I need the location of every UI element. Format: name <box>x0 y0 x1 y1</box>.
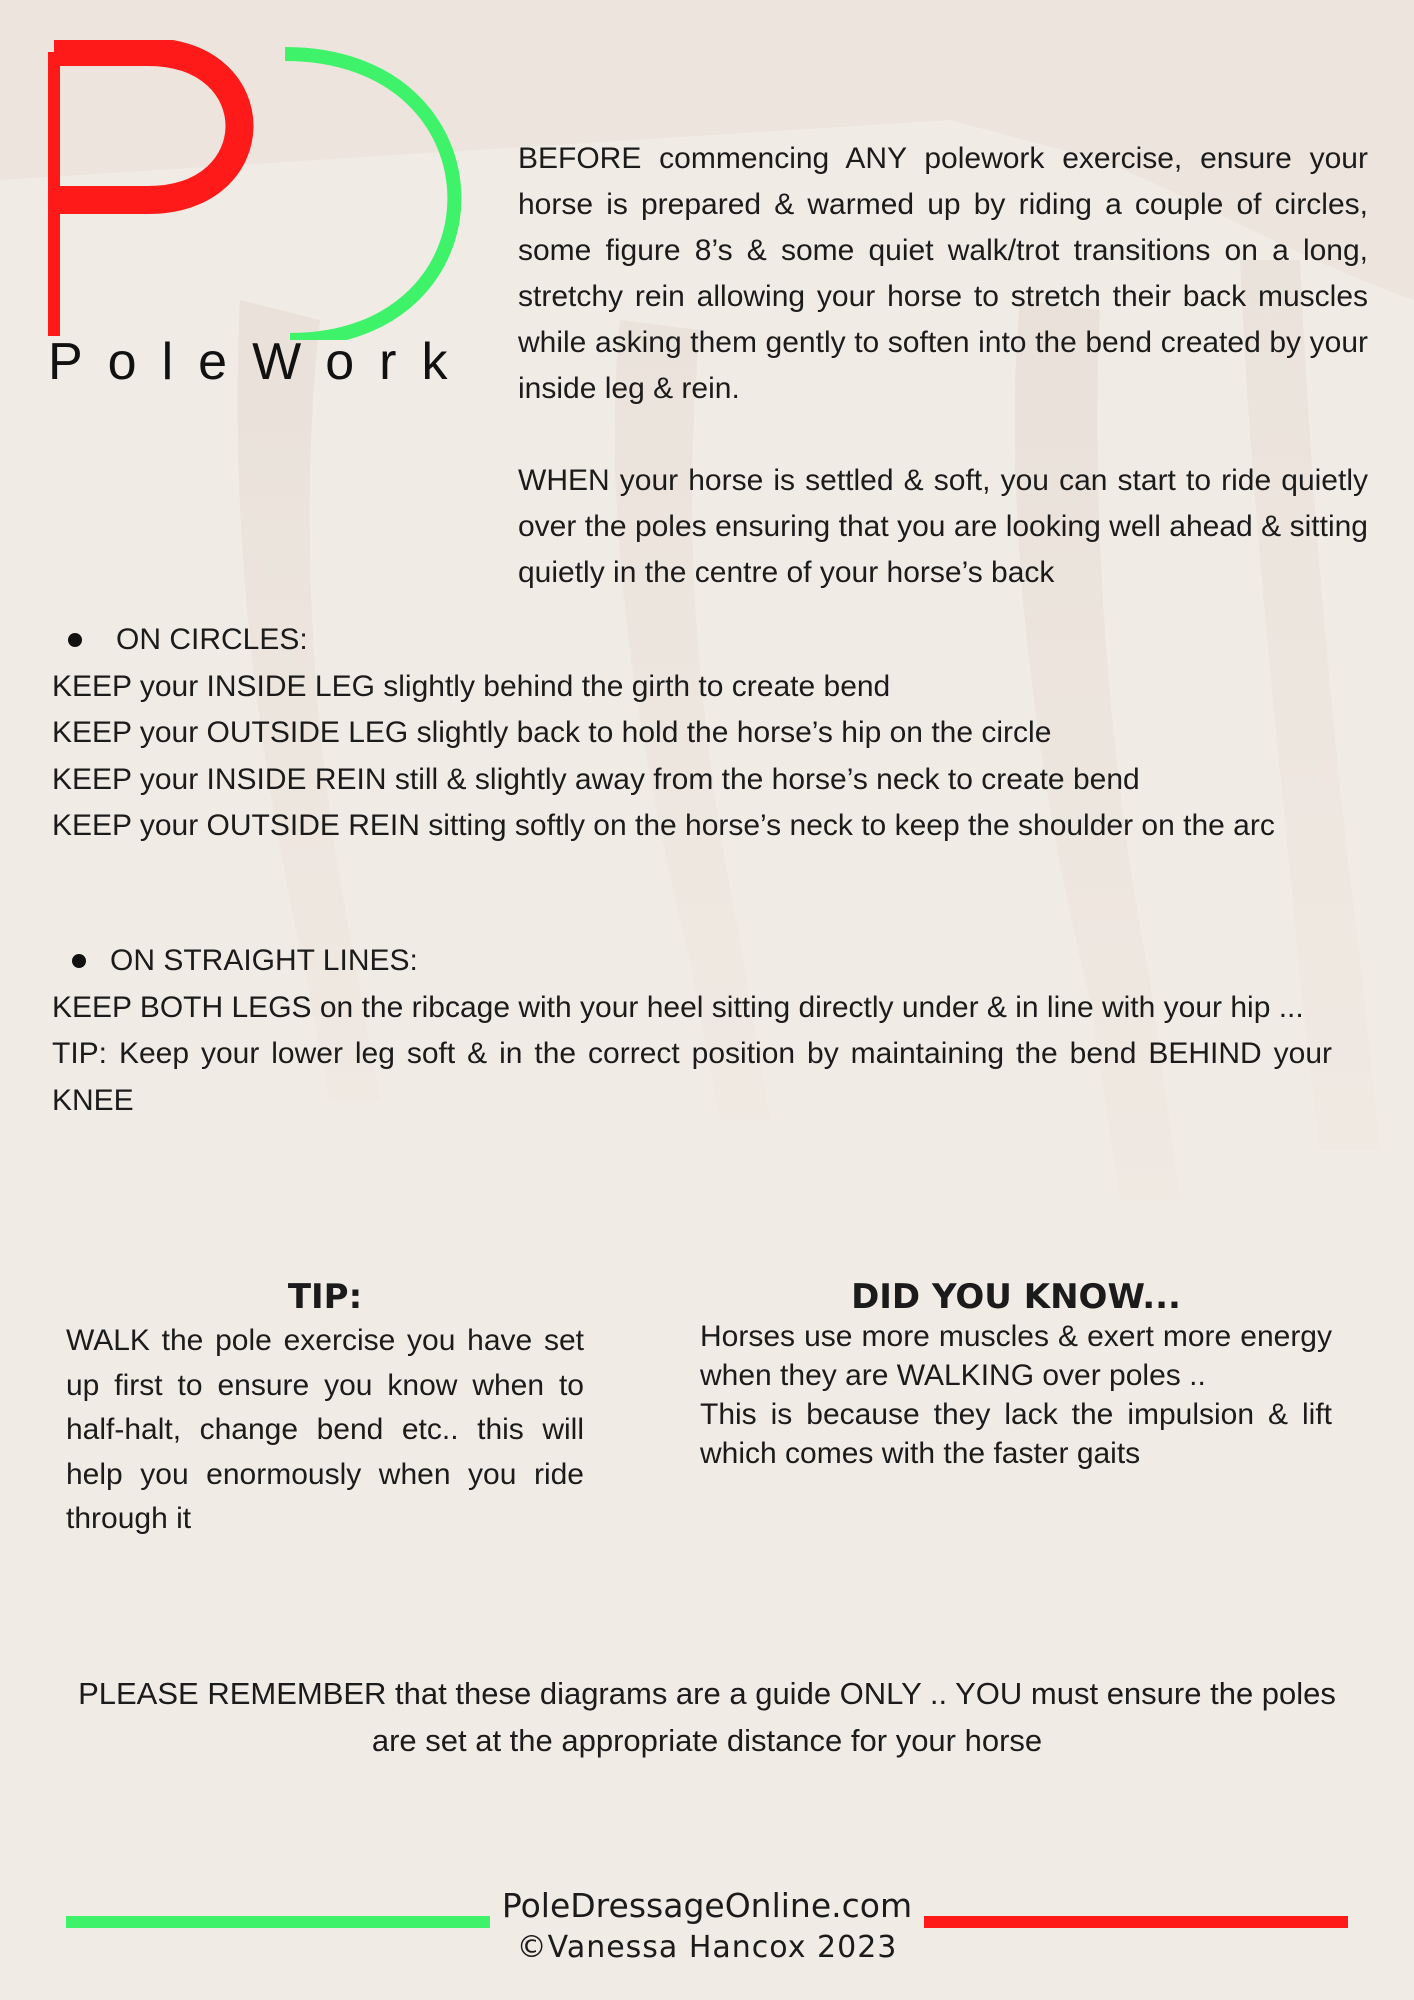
did-you-know-text: This is because they lack the impulsion & lift which comes with the faster gaits <box>700 1398 1332 1470</box>
did-you-know-title: DID YOU KNOW... <box>851 1277 1181 1317</box>
copyright-text: ©Vanessa Hancox 2023 <box>516 1930 898 1965</box>
circles-heading: ON CIRCLES: <box>68 617 1332 664</box>
circles-section <box>52 617 1332 850</box>
intro-paragraph: WHEN your horse is settled & soft, you can start to ride quietly over the poles ensuring that you are looking well ahead & sitting quietly in the centre of your horse’s back <box>518 464 1368 589</box>
tip-box <box>66 1277 584 1542</box>
bullet-icon <box>68 633 82 647</box>
did-you-know-box <box>700 1277 1332 1473</box>
instruction-line: TIP: Keep your lower leg soft & in the correct position by maintaining the bend BEHIND your KNEE <box>52 1037 1332 1117</box>
website-link[interactable]: PoleDressageOnline.com <box>501 1886 913 1925</box>
intro-paragraph: BEFORE commencing ANY polework exercise, ensure your horse is prepared & warmed up by riding a couple of circles, some figure 8’s & some quiet walk/trot transitions on a long, stretchy rein allowing your horse to stretch their back muscles while asking them gently to soften into the bend created by your inside leg & rein. <box>518 142 1368 405</box>
instruction-line: KEEP your OUTSIDE REIN sitting softly on the horse’s neck to keep the shoulder on the arc <box>52 809 1275 842</box>
footer-red-bar <box>924 1916 1348 1928</box>
tip-title: TIP: <box>287 1277 363 1317</box>
did-you-know-text: Horses use more muscles & exert more energy when they are WALKING over poles .. <box>700 1320 1332 1392</box>
pd-monogram-icon <box>40 40 470 340</box>
instruction-line: KEEP your INSIDE REIN still & slightly away from the horse’s neck to create bend <box>52 762 1140 796</box>
reminder-text: PLEASE REMEMBER that these diagrams are a guide ONLY .. YOU must ensure the poles are set at the appropriate distance for your horse <box>78 1676 1336 1758</box>
instruction-line: KEEP your INSIDE LEG slightly behind the girth to create bend <box>52 669 891 703</box>
bullet-icon <box>72 954 86 968</box>
instruction-line: KEEP your OUTSIDE LEG slightly back to hold the horse’s hip on the circle <box>52 716 1052 749</box>
straight-lines-section <box>52 938 1332 1124</box>
polework-logo <box>40 40 473 400</box>
tip-text: WALK the pole exercise you have set up first to ensure you know when to half-halt, change bend etc.. this will help you enormously when you ride through it <box>66 1324 584 1535</box>
intro-text <box>518 136 1368 596</box>
straight-heading: ON STRAIGHT LINES: <box>72 938 1332 985</box>
logo-wordmark: PoleWork <box>48 333 473 391</box>
footer-green-bar <box>66 1916 490 1928</box>
instruction-line: KEEP BOTH LEGS on the ribcage with your heel sitting directly under & in line with your hip ... <box>52 990 1304 1024</box>
